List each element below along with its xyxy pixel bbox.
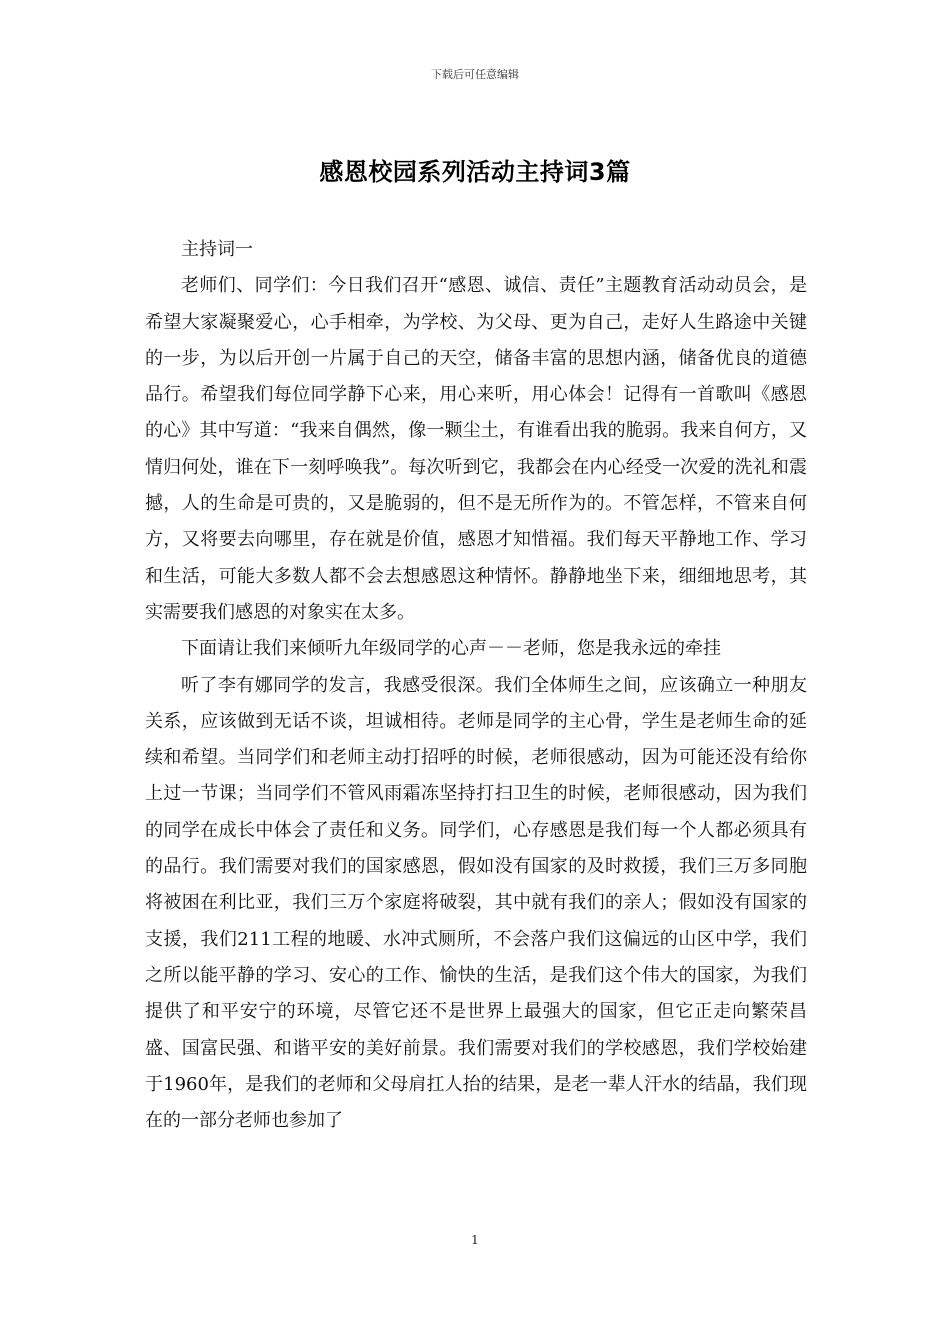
body-paragraph: 下面请让我们来倾听九年级同学的心声－－老师，您是我永远的牵挂 bbox=[181, 638, 721, 660]
document-body bbox=[145, 232, 807, 1139]
header-note: 下载后可任意编辑 bbox=[431, 68, 519, 81]
section-heading: 主持词一 bbox=[181, 239, 253, 260]
body-paragraph: 听了李有娜同学的发言，我感受很深。我们全体师生之间，应该确立一种朋友关系，应该做到无话不谈，坦诚相待。老师是同学的主心骨，学生是老师生命的延续和希望。当同学们和老师主动打招呼的时候，老师很感动，因为可能还没有给你上过一节课；当同学们不管风雨霜冻坚持打扫卫生的时候，老师很感动，因为我们的同学在成长中体会了责任和义务。同学们，心存感恩是我们每一个人都必须具有的品行。我们需要对我们的国家感恩，假如没有国家的及时救援，我们三万多同胞将被困在利比亚，我们三万个家庭将破裂，其中就有我们的亲人；假如没有国家的支援，我们211工程的地暖、水冲式厕所，不会落户我们这偏远的山区中学，我们之所以能平静的学习、安心的工作、愉快的生活，是我们这个伟大的国家，为我们提供了和平安宁的环境，尽管它还不是世界上最强大的国家，但它正走向繁荣昌盛、国富民强、和谐平安的美好前景。我们需要对我们的学校感恩，我们学校始建于1960年，是我们的老师和父母肩扛人抬的结果，是老一辈人汗水的结晶，我们现在的一部分老师也参加了 bbox=[145, 674, 807, 1132]
body-paragraph: 老师们、同学们：今日我们召开“感恩、诚信、责任”主题教育活动动员会，是希望大家凝聚爱心，心手相牵，为学校、为父母、更为自己，走好人生路途中关键的一步，为以后开创一片属于自己的天空，储备丰富的思想内涵，储备优良的道德品行。希望我们每位同学静下心来，用心来听，用心体会！记得有一首歌叫《感恩的心》其中写道：“我来自偶然，像一颗尘土，有谁看出我的脆弱。我来自何方，又情归何处，谁在下一刻呼唤我”。每次听到它，我都会在内心经受一次爱的洗礼和震撼，人的生命是可贵的，又是脆弱的，但不是无所作为的。不管怎样，不管来自何方，又将要去向哪里，存在就是价值，感恩才知惜福。我们每天平静地工作、学习和生活，可能大多数人都不会去想感恩这种情怀。静静地坐下来，细细地思考，其实需要我们感恩的对象实在太多。 bbox=[145, 275, 807, 623]
document-title: 感恩校园系列活动主持词3篇 bbox=[319, 158, 631, 186]
page-number: 1 bbox=[471, 1233, 479, 1247]
